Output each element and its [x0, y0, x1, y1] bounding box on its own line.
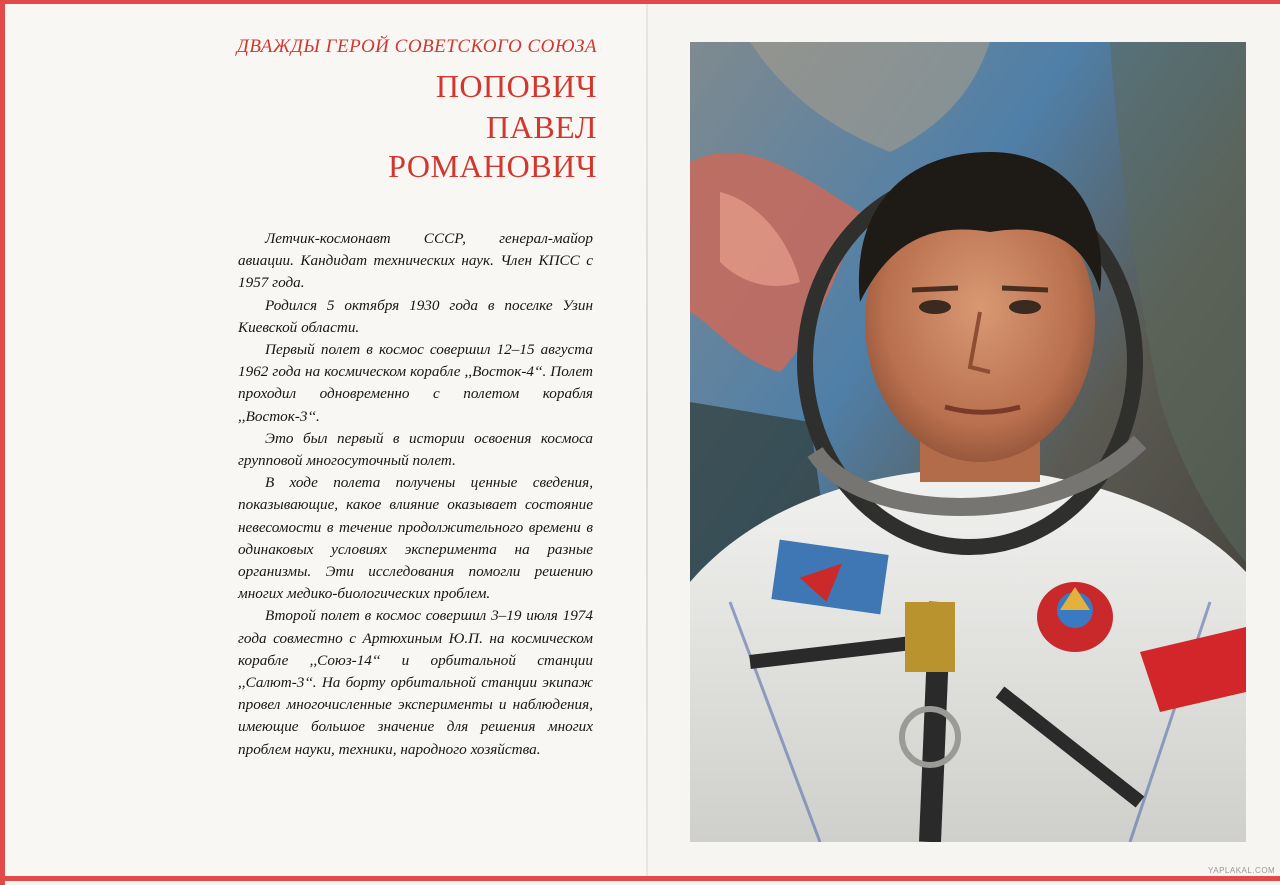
patronymic: РОМАНОВИЧ — [388, 148, 597, 184]
cosmonaut-portrait-photo — [690, 42, 1246, 842]
red-border-top — [0, 0, 1280, 4]
biography-text — [238, 228, 593, 761]
bio-paragraph: Это был первый в истории освоения космоса групповой многосуточный полет. — [238, 429, 593, 470]
surname: ПОПОВИЧ — [435, 68, 597, 104]
bio-paragraph: Летчик-космонавт СССР, генерал-майор авиации. Кандидат технических наук. Член КПСС с 1957 года. — [238, 230, 593, 292]
first-name: ПАВЕЛ — [486, 109, 597, 145]
page-fold — [646, 4, 648, 876]
bio-paragraph: Первый полет в космос совершил 12–15 августа 1962 года на космическом корабле ,,Восток-4‘‘. Полет проходил одновременно с полетом корабля ,,Восток-3‘‘. — [238, 341, 593, 425]
red-border-left — [0, 0, 5, 885]
bio-paragraph: Родился 5 октября 1930 года в поселке Узин Киевской области. — [238, 296, 593, 336]
watermark: YAPLAKAL.COM — [1208, 866, 1276, 875]
bio-paragraph: В ходе полета получены ценные сведения, показывающие, какое влияние оказывает состояние невесомости в течение продолжительного времени в одинаковых условиях эксперимента на разные организмы. Эти исследования помогли решению многих медико-биологических проблем. — [238, 474, 593, 603]
red-border-bottom — [0, 876, 1280, 881]
bio-paragraph: Второй полет в космос совершил 3–19 июля 1974 года совместно с Артюхиным Ю.П. на космическом корабле ,,Союз-14‘‘ и орбитальной станции ,,Салют-3‘‘. На борту орбитальной станции экипаж провел многочисленные эксперименты и наблюдения, имеющие большое значение для решения многих проблем науки, техники, народного хозяйства. — [238, 607, 593, 758]
hero-title: ДВАЖДЫ ГЕРОЙ СОВЕТСКОГО СОЮЗА — [236, 36, 597, 57]
